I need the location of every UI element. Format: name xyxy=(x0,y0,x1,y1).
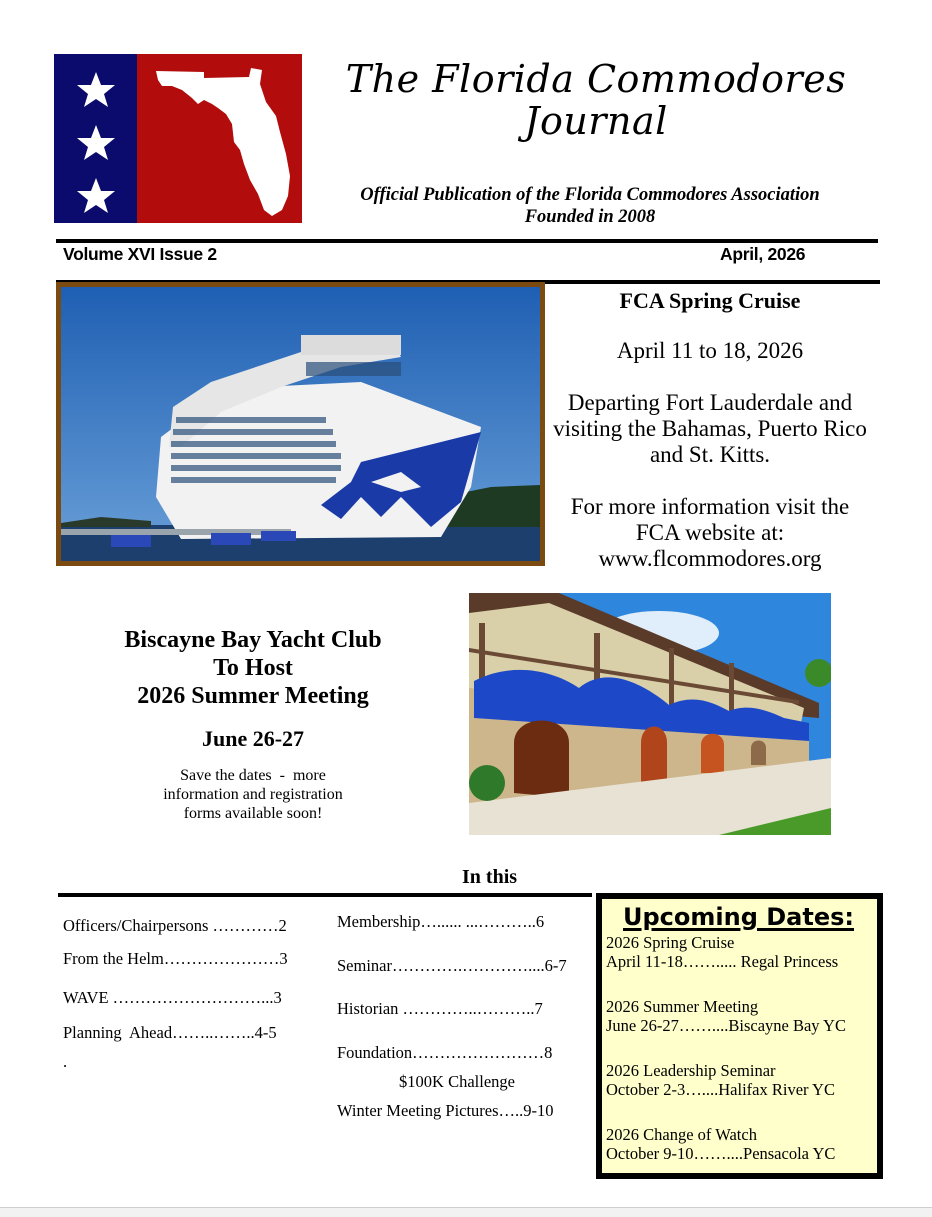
yacht-club-illustration xyxy=(469,593,831,835)
event-detail: April 11-18……..... Regal Princess xyxy=(606,952,839,971)
event-name: 2026 Spring Cruise xyxy=(606,933,735,952)
summer-meeting-title xyxy=(92,626,414,710)
summer-note-line-1: Save the dates - more xyxy=(180,767,326,784)
summer-note-line-2: information and registration xyxy=(163,786,343,803)
journal-title xyxy=(318,58,874,142)
event-detail: October 2-3…....Halifax River YC xyxy=(606,1080,835,1099)
toc-item-foundation[interactable]: Foundation……………………8 xyxy=(337,1043,553,1062)
toc-item-membership[interactable]: Membership…...... ...………..6 xyxy=(337,912,545,931)
event-name: 2026 Summer Meeting xyxy=(606,997,759,1016)
subtitle-line-2: Founded in 2008 xyxy=(524,207,656,227)
event-name: 2026 Leadership Seminar xyxy=(606,1061,776,1080)
upcoming-dates-title: Upcoming Dates: xyxy=(623,903,854,931)
toc-item-wave[interactable]: WAVE ………………………...3 xyxy=(63,988,282,1007)
in-this-issue-heading: In this xyxy=(462,866,518,888)
summer-meeting-date: June 26-27 xyxy=(201,726,305,751)
summer-title-line-1: Biscayne Bay Yacht Club xyxy=(124,627,382,653)
spring-cruise-article xyxy=(545,288,875,572)
cruise-description: Departing Fort Lauderdale and visiting the Bahamas, Puerto Rico and St. Kitts. xyxy=(553,390,867,467)
header-rule-top xyxy=(56,239,878,243)
event-summer-meeting xyxy=(606,997,877,1035)
toc-stray-dot: . xyxy=(63,1052,68,1071)
toc-item-officers[interactable]: Officers/Chairpersons …………2 xyxy=(63,916,287,935)
event-leadership-seminar xyxy=(606,1061,877,1099)
journal-title-line-1: The Florida Commodores xyxy=(345,57,847,101)
event-spring-cruise xyxy=(606,933,877,971)
fca-website-link[interactable]: www.flcommodores.org xyxy=(598,546,822,571)
cruise-info-line-2: FCA website at: xyxy=(635,520,785,545)
issue-date: April, 2026 xyxy=(720,244,806,264)
upcoming-dates-box xyxy=(596,893,883,1179)
summer-title-line-3: 2026 Summer Meeting xyxy=(137,683,369,709)
event-name: 2026 Change of Watch xyxy=(606,1125,757,1144)
event-detail: June 26-27……....Biscayne Bay YC xyxy=(606,1016,846,1035)
toc-item-100k-challenge[interactable]: $100K Challenge xyxy=(399,1072,515,1091)
journal-subtitle xyxy=(310,184,870,228)
journal-title-line-2: Journal xyxy=(524,99,668,143)
yacht-club-photo xyxy=(469,593,831,835)
cruise-info-line-1: For more information visit the xyxy=(570,494,850,519)
flag-graphic xyxy=(54,54,302,223)
cruise-ship-photo xyxy=(56,282,545,566)
florida-flag-logo xyxy=(54,54,302,223)
toc-item-historian[interactable]: Historian …………..………..7 xyxy=(337,999,543,1018)
summer-title-line-2: To Host xyxy=(213,655,293,681)
issue-volume: Volume XVI Issue 2 xyxy=(63,244,217,264)
toc-item-seminar[interactable]: Seminar………….…………....6-7 xyxy=(337,956,567,975)
event-detail: October 9-10……....Pensacola YC xyxy=(606,1144,836,1163)
summer-note-line-3: forms available soon! xyxy=(183,805,323,822)
cruise-dates: April 11 to 18, 2026 xyxy=(616,338,804,363)
subtitle-line-1: Official Publication of the Florida Commodores Association xyxy=(360,185,820,205)
toc-item-from-the-helm[interactable]: From the Helm…………………3 xyxy=(63,949,288,968)
event-change-of-watch xyxy=(606,1125,877,1163)
summer-meeting-note xyxy=(92,766,414,823)
summer-meeting-article xyxy=(92,626,414,823)
toc-item-winter-meeting-pictures[interactable]: Winter Meeting Pictures…..9-10 xyxy=(337,1101,554,1120)
cruise-ship-illustration xyxy=(61,287,540,561)
toc-item-planning-ahead[interactable]: Planning Ahead……..……..4-5 xyxy=(63,1023,277,1042)
cruise-heading: FCA Spring Cruise xyxy=(619,288,801,313)
toc-rule xyxy=(58,893,592,897)
